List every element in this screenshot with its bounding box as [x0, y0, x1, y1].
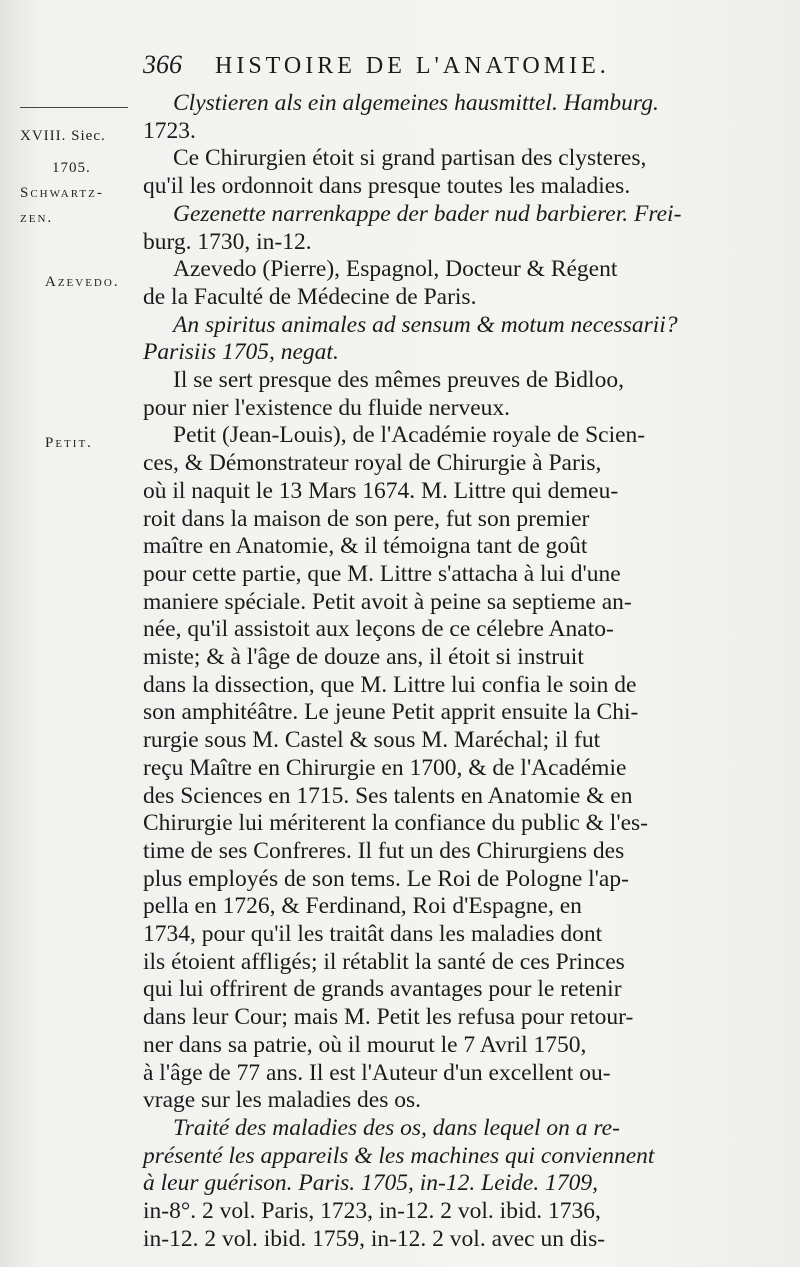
text-line: ils étoient affligés; il rétablit la santé de ces Princes	[143, 948, 625, 975]
text-line: 1734, pour qu'il les traitât dans les maladies dont	[143, 921, 603, 947]
page-number: 366	[143, 50, 182, 79]
text-line: qu'il les ordonnoit dans presque toutes les maladies.	[143, 173, 631, 200]
text-line: à leur guérison. Paris. 1705, in-12. Leide. 1709,	[143, 1170, 598, 1197]
text-line: time de ses Confreres. Il fut un des Chirurgiens des	[143, 837, 625, 864]
margin-note: zen.	[20, 210, 54, 226]
text-line: où il naquit le 13 Mars 1674. M. Littre qui demeu-	[143, 477, 619, 504]
margin-note: XVIII. Siec.	[20, 128, 106, 144]
text-line: Traité des maladies des os, dans lequel on a re-	[173, 1114, 620, 1141]
text-line: plus employés de son tems. Le Roi de Pologne l'ap-	[143, 865, 629, 892]
text-line: reçu Maître en Chirurgie en 1700, & de l'Académie	[143, 754, 627, 781]
text-line: dans leur Cour; mais M. Petit les refusa pour retour-	[143, 1004, 634, 1031]
text-line: Parisiis 1705, negat.	[143, 339, 339, 366]
text-line: roit dans la maison de son pere, fut son premier	[143, 505, 590, 532]
text-line: Il se sert presque des mêmes preuves de Bidloo,	[173, 367, 624, 393]
text-line: Chirurgie lui mériterent la confiance du public & l'es-	[143, 810, 648, 837]
text-line: dans la dissection, que M. Littre lui confia le soin de	[143, 671, 637, 698]
text-line: in-8°. 2 vol. Paris, 1723, in-12. 2 vol. ibid. 1736,	[143, 1198, 601, 1224]
text-line: présenté les appareils & les machines qui conviennent	[143, 1142, 655, 1169]
margin-note: Petit.	[45, 435, 93, 451]
text-line: Azevedo (Pierre), Espagnol, Docteur & Régent	[173, 256, 618, 283]
text-line: An spiritus animales ad sensum & motum necessarii?	[173, 311, 678, 338]
text-line: in-12. 2 vol. ibid. 1759, in-12. 2 vol. avec un dis-	[143, 1225, 606, 1252]
margin-note: Schwartz-	[20, 185, 104, 201]
text-line: pour cette partie, que M. Littre s'attacha à lui d'une	[143, 560, 621, 587]
text-line: Ce Chirurgien étoit si grand partisan des clysteres,	[173, 145, 647, 172]
text-line: ner dans sa patrie, où il mourut le 7 Avril 1750,	[143, 1031, 587, 1058]
text-line: pour nier l'existence du fluide nerveux.	[143, 394, 511, 421]
text-line: à l'âge de 77 ans. Il est l'Auteur d'un excellent ou-	[143, 1059, 611, 1086]
text-line: qui lui offrirent de grands avantages pour le retenir	[143, 976, 622, 1003]
text-line: des Sciences en 1715. Ses talents en Anatomie & en	[143, 782, 633, 809]
text-line: née, qu'il assistoit aux leçons de ce célebre Anato-	[143, 616, 614, 643]
text-line: son amphitéâtre. Le jeune Petit apprit ensuite la Chi-	[143, 699, 639, 726]
text-line: vrage sur les maladies des os.	[143, 1087, 422, 1114]
text-line: rurgie sous M. Castel & sous M. Maréchal; il fut	[143, 727, 601, 754]
margin-note: Azevedo.	[45, 274, 120, 290]
text-line: ces, & Démonstrateur royal de Chirurgie à Paris,	[143, 450, 602, 477]
text-line: Clystieren als ein algemeines hausmittel. Hamburg.	[173, 90, 659, 116]
text-line: maniere spéciale. Petit avoit à peine sa septieme an-	[143, 588, 632, 615]
text-line: burg. 1730, in-12.	[143, 228, 312, 255]
text-line: 1723.	[143, 117, 196, 144]
text-line: Petit (Jean-Louis), de l'Académie royale de Scien-	[173, 422, 646, 449]
margin-note: 1705.	[52, 160, 91, 176]
text-line: maître en Anatomie, & il témoigna tant de goût	[143, 533, 588, 560]
text-line: de la Faculté de Médecine de Paris.	[143, 283, 477, 310]
text-line: miste; & à l'âge de douze ans, il étoit si instruit	[143, 644, 584, 670]
running-title: HISTOIRE DE L'ANATOMIE.	[215, 53, 610, 79]
margin-notes	[0, 0, 140, 1267]
text-line: pella en 1726, & Ferdinand, Roi d'Espagne, en	[143, 893, 582, 920]
text-line: Gezenette narrenkappe der bader nud barbierer. Frei-	[173, 200, 682, 227]
